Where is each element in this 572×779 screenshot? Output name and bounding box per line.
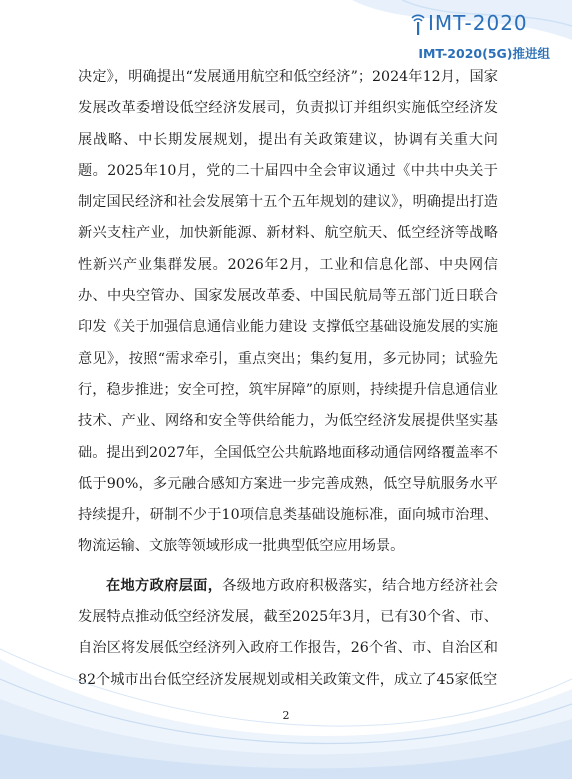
imt-2020-logo xyxy=(412,8,544,38)
footer-wave-decoration xyxy=(0,619,572,779)
body-text xyxy=(78,62,498,696)
logo-wordmark: IMT-2020 xyxy=(428,11,528,35)
paragraph-body: 各级地方政府积极落实，结合地方经济社会发展特点推动低空经济发展，截至2025年3月，已有30个省、市、自治区将发展低空经济列入政府工作报告，26个省、市、自治区和82个城市出台低空经济发展规划或相关政策文件，成立了45家低空 xyxy=(78,577,498,688)
signal-icon xyxy=(408,10,428,36)
paragraph: 决定》，明确提出“发展通用航空和低空经济”；2024年12月，国家发展改革委增设低空经济发展司，负责拟订并组织实施低空经济发展战略、中长期发展规划，提出有关政策建议，协调有关重大问题。2025年10月，党的二十届四中全会审议通过《中共中央关于制定国民经济和社会发展第十五个五年规划的建议》，明确提出打造新兴支柱产业，加快新能源、新材料、航空航天、低空经济等战略性新兴产业集群发展。2026年2月，工业和信息化部、中央网信办、中央空管办、国家发展改革委、中国民航局等五部门近日联合印发《关于加强信息通信业能力建设 支撑低空基础设施发展的实施意见》，按照“需求牵引，重点突出；集约复用，多元协同；试验先行，稳步推进；安全可控，筑牢屏障”的原则，持续提升信息通信业技术、产业、网络和安全等供给能力，为低空经济发展提供坚实基础。提出到2027年，全国低空公共航路地面移动通信网络覆盖率不低于90%，多元融合感知方案进一步完善成熟，低空导航服务水平持续提升，研制不少于10项信息类基础设施标准，面向城市治理、物流运输、文旅等领域形成一批典型低空应用场景。 xyxy=(78,69,498,555)
group-name: IMT-2020(5G)推进组 xyxy=(418,46,550,61)
page-number: 2 xyxy=(282,709,290,722)
paragraph-lead: 在地方政府层面， xyxy=(106,577,223,594)
